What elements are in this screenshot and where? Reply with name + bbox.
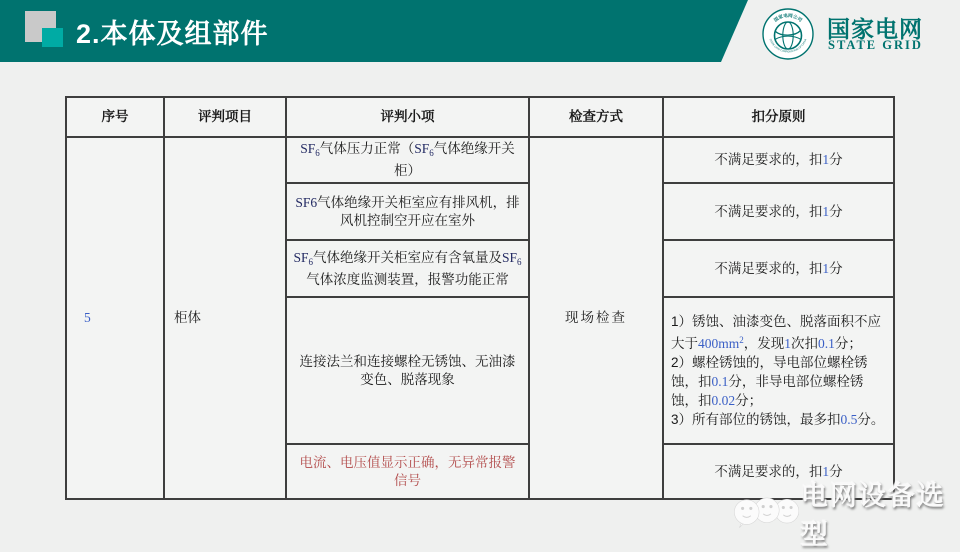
col-header-method: 检查方式	[529, 97, 663, 137]
state-grid-emblem-icon	[762, 8, 814, 60]
cell-subitem-1: $SF_6$气体压力正常（$SF_6$气体绝缘开关柜）	[286, 137, 529, 183]
watermark	[733, 474, 960, 552]
evaluation-table	[65, 96, 895, 500]
svg-text:国家电网公司: 国家电网公司	[772, 12, 804, 23]
cell-subitem-4: 连接法兰和连接螺栓无锈蚀、无油漆变色、脱落现象	[286, 297, 529, 444]
table-row	[66, 137, 894, 183]
logo-text-cn: 国家电网	[827, 16, 923, 42]
cell-rule-4: 1）锈蚀、油漆变色、脱落面积不应大于$400mm^2$，发现1次扣0.1分； 2）螺栓锈蚀的，导电部位螺栓锈蚀，扣0.1分，非导电部位螺栓锈蚀，扣0.02分； 3）所有部位的锈蚀，最多扣0.5分。	[663, 297, 894, 444]
title-accent-square-teal	[42, 28, 63, 47]
chat-bubbles-icon	[733, 493, 799, 533]
table-header-row	[66, 97, 894, 137]
cell-subitem-3: $SF_6$气体绝缘开关柜室应有含氧量及$SF_6$气体浓度监测装置，报警功能正常	[286, 240, 529, 297]
slide-title: 2.本体及组部件	[76, 18, 269, 49]
col-header-subitem: 评判小项	[286, 97, 529, 137]
col-header-seq: 序号	[66, 97, 164, 137]
cell-rule-5: 不满足要求的，扣1分	[663, 444, 894, 499]
col-header-item: 评判项目	[164, 97, 286, 137]
cell-subitem-5: 电流、电压值显示正确，无异常报警信号	[286, 444, 529, 499]
cell-method: 现场检查	[529, 137, 663, 499]
watermark-text: 电网设备选型	[800, 481, 946, 550]
cell-rule-1: 不满足要求的，扣1分	[663, 137, 894, 183]
cell-rule-2: 不满足要求的，扣1分	[663, 183, 894, 240]
svg-text:STATE GRID CORPORATION OF CHIN: STATE GRID CORPORATION OF CHINA	[768, 38, 808, 54]
col-header-rule: 扣分原则	[663, 97, 894, 137]
cell-rule-3: 不满足要求的，扣1分	[663, 240, 894, 297]
state-grid-logo	[760, 6, 955, 60]
cell-item: 柜体	[164, 137, 286, 499]
cell-subitem-2: SF6气体绝缘开关柜室应有排风机，排风机控制空开应在室外	[286, 183, 529, 240]
logo-text-en: STATE GRID	[828, 38, 923, 52]
cell-seq: 5	[66, 137, 164, 499]
